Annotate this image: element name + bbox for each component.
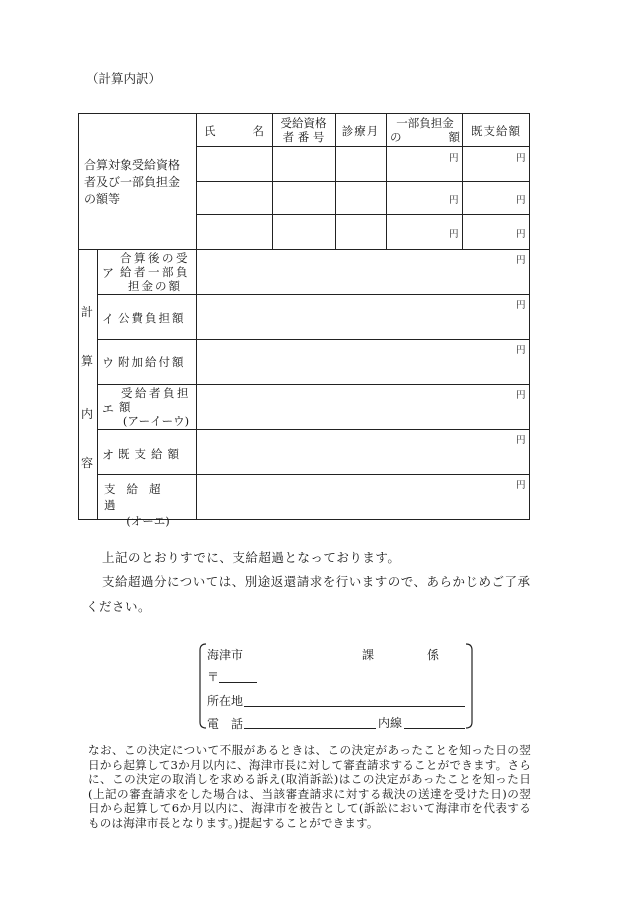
grid-line	[78, 249, 530, 250]
appeal-notice: なお、この決定について不服があるときは、この決定があったことを知った日の翌日から起算して3か月以内に、海津市長に対して審査請求することができます。さらに、この決定の取消しを求める訴え(取消訴訟)はこの決定があったことを知った日(上記の審査請求をした場合は、当該審査請求に対する裁決の送達を受けた日)の翌日から起算して6か月以内に、海津市を被告として(訴訟において海津市を代表するものは海津市長となります。)提起することができます。	[88, 743, 531, 830]
address-underline	[244, 706, 465, 707]
grid-line	[97, 294, 530, 295]
row-a-marker: ア	[102, 266, 115, 280]
row-u-label: 附加給付額	[118, 355, 186, 369]
contact-city: 海津市	[207, 648, 244, 662]
header-treatment-month: 診療月	[341, 124, 380, 138]
calc-label-4: 容	[81, 456, 94, 470]
grid-line	[97, 429, 530, 430]
grid-line	[196, 214, 530, 215]
grid-line	[97, 339, 530, 340]
grid-line	[196, 146, 530, 147]
yen-mark: 円	[449, 153, 459, 164]
yen-mark: 円	[516, 345, 526, 356]
yen-mark: 円	[516, 480, 526, 491]
grid-line	[97, 384, 530, 385]
grid-line	[97, 249, 98, 520]
contact-staff: 係	[427, 648, 440, 662]
eligible-persons-label: 合算対象受給資格 者及び一部負担金 の額等	[84, 158, 181, 206]
yen-mark: 円	[516, 153, 526, 164]
yen-mark: 円	[516, 255, 526, 266]
address-label: 所在地	[207, 694, 244, 708]
row-o-marker: オ	[102, 448, 115, 462]
contact-section: 課	[362, 648, 375, 662]
row-u-marker: ウ	[102, 356, 115, 370]
grid-line	[386, 113, 387, 249]
postal-mark: 〒	[207, 670, 220, 684]
header-copay: 一部負担金 の 額	[390, 116, 460, 144]
grid-line	[97, 474, 530, 475]
phone-underline	[244, 728, 465, 729]
row-a-label: 合算後の受 給者一部負 担金の額	[120, 251, 190, 293]
yen-mark: 円	[516, 390, 526, 401]
phone-label: 電 話	[207, 717, 244, 731]
yen-mark: 円	[516, 229, 526, 240]
extension-label: 内線	[378, 716, 403, 730]
row-i-marker: イ	[102, 312, 115, 326]
row-excess-label: 支給超過 (オーエ)	[104, 482, 172, 528]
calc-label-3: 内	[81, 407, 94, 421]
grid-line	[196, 113, 197, 520]
row-e-label: 受給者負担 額 (アーイーウ)	[119, 386, 191, 428]
postal-underline	[219, 682, 257, 683]
body-paragraph-2: 支給超過分については、別途返還請求を行いますので、あらかじめご了承	[102, 574, 531, 589]
yen-mark: 円	[449, 195, 459, 206]
grid-line	[196, 181, 530, 182]
yen-mark: 円	[516, 195, 526, 206]
calc-label-2: 算	[81, 354, 94, 368]
calc-label-1: 計	[81, 305, 94, 319]
row-i-label: 公費負担額	[118, 311, 186, 325]
yen-mark: 円	[516, 300, 526, 311]
body-paragraph-3: ください。	[86, 599, 152, 614]
header-eligibility-no: 受給資格 者 番 号	[280, 116, 327, 144]
caption: （計算内訳）	[86, 71, 162, 86]
header-name: 氏 名	[204, 124, 264, 138]
header-paid: 既支給額	[471, 124, 521, 138]
row-e-marker: エ	[102, 402, 115, 416]
yen-mark: 円	[449, 229, 459, 240]
yen-mark: 円	[516, 435, 526, 446]
body-paragraph-1: 上記のとおりすでに、支給超過となっております。	[102, 550, 401, 565]
row-o-label: 既支給額	[118, 447, 184, 461]
